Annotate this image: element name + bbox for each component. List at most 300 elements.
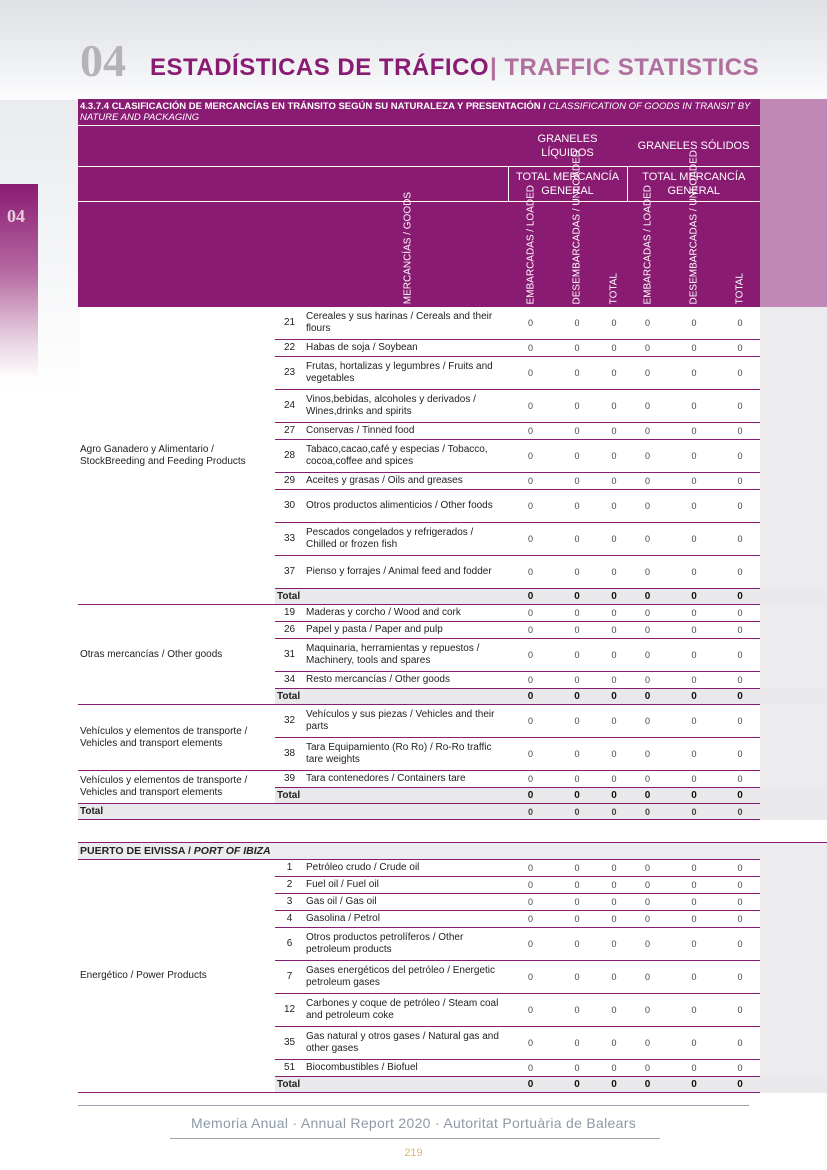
goods-description: Tara contenedores / Containers tare	[304, 771, 508, 788]
row-accent-cell	[760, 689, 827, 705]
row-accent-cell	[760, 490, 827, 523]
grand-total-liquid-loaded: 0	[508, 804, 553, 820]
value-liquid-total: 0	[601, 423, 627, 440]
column-label-liquid-total: TOTAL	[608, 272, 620, 304]
value-solid-total: 0	[720, 473, 760, 490]
goods-code: 37	[275, 556, 304, 589]
value-liquid-unloaded: 0	[553, 877, 601, 894]
value-liquid-unloaded: 0	[553, 705, 601, 738]
spacer-cell	[78, 820, 827, 843]
chapter-number: 04	[80, 35, 126, 86]
value-liquid-loaded: 0	[508, 523, 553, 556]
value-liquid-total: 0	[601, 639, 627, 672]
value-solid-total: 0	[720, 771, 760, 788]
goods-description: Petróleo crudo / Crude oil	[304, 860, 508, 877]
table-row	[78, 860, 827, 877]
value-liquid-unloaded: 0	[553, 423, 601, 440]
column-header-row	[78, 202, 827, 308]
section-total-label: Total	[275, 689, 508, 705]
value-liquid-unloaded: 0	[553, 622, 601, 639]
value-solid-unloaded: 0	[668, 994, 720, 1027]
total-solid-loaded: 0	[627, 689, 668, 705]
value-solid-total: 0	[720, 556, 760, 589]
goods-code: 34	[275, 672, 304, 689]
goods-code: 27	[275, 423, 304, 440]
row-accent-cell	[760, 705, 827, 738]
value-solid-unloaded: 0	[668, 738, 720, 771]
value-liquid-loaded: 0	[508, 994, 553, 1027]
category-label: Energético / Power Products	[78, 860, 275, 1093]
table-row	[78, 307, 827, 340]
value-liquid-total: 0	[601, 672, 627, 689]
value-liquid-unloaded: 0	[553, 771, 601, 788]
value-liquid-unloaded: 0	[553, 961, 601, 994]
chapter-side-tab	[0, 184, 38, 380]
value-solid-total: 0	[720, 490, 760, 523]
value-solid-total: 0	[720, 894, 760, 911]
column-label-solid-loaded: EMBARCADAS / LOADED	[642, 184, 653, 304]
goods-code: 29	[275, 473, 304, 490]
goods-description: Fuel oil / Fuel oil	[304, 877, 508, 894]
group-blank	[78, 126, 508, 167]
column-header-liquid-unloaded	[553, 149, 601, 308]
row-accent-cell	[760, 877, 827, 894]
column-label-liquid-loaded: EMBARCADAS / LOADED	[525, 184, 536, 304]
value-solid-total: 0	[720, 860, 760, 877]
value-liquid-loaded: 0	[508, 622, 553, 639]
row-accent-cell	[760, 523, 827, 556]
goods-description: Gas oil / Gas oil	[304, 894, 508, 911]
value-solid-total: 0	[720, 705, 760, 738]
value-liquid-unloaded: 0	[553, 860, 601, 877]
goods-code: 19	[275, 605, 304, 622]
value-solid-unloaded: 0	[668, 928, 720, 961]
value-solid-total: 0	[720, 622, 760, 639]
value-liquid-total: 0	[601, 894, 627, 911]
value-liquid-total: 0	[601, 911, 627, 928]
value-solid-unloaded: 0	[668, 1060, 720, 1077]
goods-description: Carbones y coque de petróleo / Steam coal and petroleum coke	[304, 994, 508, 1027]
value-liquid-loaded: 0	[508, 894, 553, 911]
value-liquid-total: 0	[601, 605, 627, 622]
column-goods-label: MERCANCÍAS / GOODS	[402, 191, 414, 304]
value-liquid-total: 0	[601, 490, 627, 523]
category-label: Vehículos y elementos de transporte / Vehicles and transport elements	[78, 771, 275, 804]
value-liquid-loaded: 0	[508, 877, 553, 894]
grand-total-label: Total	[78, 804, 508, 820]
value-solid-loaded: 0	[627, 1060, 668, 1077]
value-solid-total: 0	[720, 423, 760, 440]
group-solid-bulk: GRANELES SÓLIDOS	[627, 126, 760, 167]
table-row	[78, 771, 827, 788]
row-accent-cell	[760, 961, 827, 994]
goods-description: Gases energéticos del petróleo / Energetic petroleum gases	[304, 961, 508, 994]
total-solid-total: 0	[720, 589, 760, 605]
goods-description: Cereales y sus harinas / Cereals and their flours	[304, 307, 508, 340]
category-label: Vehículos y elementos de transporte / Vehicles and transport elements	[78, 705, 275, 771]
value-liquid-unloaded: 0	[553, 1027, 601, 1060]
value-liquid-loaded: 0	[508, 390, 553, 423]
row-accent-cell	[760, 423, 827, 440]
row-accent-cell	[760, 788, 827, 804]
statistics-table-container	[78, 99, 827, 1093]
value-liquid-total: 0	[601, 994, 627, 1027]
value-solid-unloaded: 0	[668, 423, 720, 440]
row-accent-cell	[760, 994, 827, 1027]
value-liquid-loaded: 0	[508, 928, 553, 961]
section-total-label: Total	[275, 1077, 508, 1093]
table-title-es: 4.3.7.4 CLASIFICACIÓN DE MERCANCÍAS EN TRÁNSITO SEGÚN SU NATURALEZA Y PRESENTACIÓN /	[80, 101, 546, 112]
value-liquid-unloaded: 0	[553, 605, 601, 622]
value-solid-total: 0	[720, 390, 760, 423]
value-liquid-total: 0	[601, 556, 627, 589]
row-accent-cell	[760, 843, 827, 860]
value-solid-total: 0	[720, 639, 760, 672]
value-solid-unloaded: 0	[668, 639, 720, 672]
value-solid-unloaded: 0	[668, 440, 720, 473]
value-solid-unloaded: 0	[668, 961, 720, 994]
row-accent-cell	[760, 1060, 827, 1077]
spacer-row	[78, 820, 827, 843]
total-solid-unloaded: 0	[668, 788, 720, 804]
goods-code: 3	[275, 894, 304, 911]
table-body	[78, 307, 827, 1093]
subgroup-solid-general: TOTAL MERCANCÍA GENERAL	[627, 167, 760, 202]
goods-code: 33	[275, 523, 304, 556]
value-liquid-total: 0	[601, 877, 627, 894]
total-solid-loaded: 0	[627, 1077, 668, 1093]
row-accent-cell	[760, 860, 827, 877]
row-accent-cell	[760, 911, 827, 928]
value-liquid-loaded: 0	[508, 340, 553, 357]
value-solid-total: 0	[720, 307, 760, 340]
value-liquid-loaded: 0	[508, 639, 553, 672]
value-liquid-loaded: 0	[508, 605, 553, 622]
value-solid-total: 0	[720, 1060, 760, 1077]
page-title-en	[490, 54, 759, 82]
group-liquid-bulk: GRANELES LÍQUIDOS	[508, 126, 627, 167]
goods-description: Maquinaria, herramientas y repuestos / Machinery, tools and spares	[304, 639, 508, 672]
value-solid-unloaded: 0	[668, 911, 720, 928]
column-header-liquid-loaded	[508, 184, 553, 308]
value-solid-loaded: 0	[627, 705, 668, 738]
value-liquid-loaded: 0	[508, 357, 553, 390]
value-solid-total: 0	[720, 994, 760, 1027]
total-liquid-total: 0	[601, 788, 627, 804]
value-liquid-loaded: 0	[508, 860, 553, 877]
value-solid-total: 0	[720, 605, 760, 622]
total-solid-loaded: 0	[627, 589, 668, 605]
total-liquid-unloaded: 0	[553, 1077, 601, 1093]
column-label-solid-unloaded: DESEMBARCADAS / UNLOADED	[688, 149, 700, 304]
value-liquid-loaded: 0	[508, 1027, 553, 1060]
row-accent-cell	[760, 440, 827, 473]
value-liquid-loaded: 0	[508, 307, 553, 340]
goods-code: 12	[275, 994, 304, 1027]
total-solid-total: 0	[720, 1077, 760, 1093]
footer-text: Memoria Anual · Annual Report 2020 · Autoritat Portuària de Balears	[190, 1115, 636, 1131]
goods-code: 24	[275, 390, 304, 423]
value-solid-loaded: 0	[627, 911, 668, 928]
grand-total-solid-unloaded: 0	[668, 804, 720, 820]
value-liquid-unloaded: 0	[553, 556, 601, 589]
total-liquid-total: 0	[601, 589, 627, 605]
goods-description: Tabaco,cacao,café y especias / Tobacco, cocoa,coffee and spices	[304, 440, 508, 473]
value-solid-total: 0	[720, 961, 760, 994]
goods-description: Gas natural y otros gases / Natural gas and other gases	[304, 1027, 508, 1060]
value-liquid-unloaded: 0	[553, 390, 601, 423]
value-liquid-loaded: 0	[508, 440, 553, 473]
value-solid-total: 0	[720, 1027, 760, 1060]
goods-description: Otros productos petrolíferos / Other petroleum products	[304, 928, 508, 961]
grand-total-liquid-unloaded: 0	[553, 804, 601, 820]
value-solid-unloaded: 0	[668, 894, 720, 911]
goods-code: 32	[275, 705, 304, 738]
row-accent-cell	[760, 556, 827, 589]
goods-code: 51	[275, 1060, 304, 1077]
row-accent-cell	[760, 928, 827, 961]
row-accent-cell	[760, 1027, 827, 1060]
value-solid-total: 0	[720, 523, 760, 556]
table-row	[78, 605, 827, 622]
goods-description: Vinos,bebidas, alcoholes y derivados / Wines,drinks and spirits	[304, 390, 508, 423]
row-accent-cell	[760, 390, 827, 423]
value-solid-loaded: 0	[627, 622, 668, 639]
page-number: 219	[404, 1147, 423, 1159]
value-solid-loaded: 0	[627, 961, 668, 994]
port-header	[78, 843, 760, 860]
value-liquid-loaded: 0	[508, 556, 553, 589]
value-solid-unloaded: 0	[668, 622, 720, 639]
value-solid-loaded: 0	[627, 771, 668, 788]
goods-description: Pienso y forrajes / Animal feed and fodder	[304, 556, 508, 589]
group-row	[78, 126, 827, 167]
value-liquid-total: 0	[601, 738, 627, 771]
value-liquid-unloaded: 0	[553, 1060, 601, 1077]
goods-code: 4	[275, 911, 304, 928]
value-liquid-unloaded: 0	[553, 894, 601, 911]
value-liquid-unloaded: 0	[553, 994, 601, 1027]
grand-total-solid-total: 0	[720, 804, 760, 820]
value-solid-loaded: 0	[627, 639, 668, 672]
goods-description: Conservas / Tinned food	[304, 423, 508, 440]
total-liquid-total: 0	[601, 689, 627, 705]
value-solid-unloaded: 0	[668, 390, 720, 423]
goods-code: 23	[275, 357, 304, 390]
value-solid-total: 0	[720, 738, 760, 771]
goods-code: 7	[275, 961, 304, 994]
page-title-es: ESTADÍSTICAS DE TRÁFICO	[150, 54, 490, 81]
value-solid-loaded: 0	[627, 877, 668, 894]
table-title	[78, 99, 760, 126]
value-liquid-loaded: 0	[508, 961, 553, 994]
value-liquid-unloaded: 0	[553, 672, 601, 689]
value-liquid-unloaded: 0	[553, 738, 601, 771]
header-accent-column	[760, 99, 827, 307]
row-accent-cell	[760, 804, 827, 820]
column-header-solid-loaded	[627, 184, 668, 308]
section-total-label: Total	[275, 589, 508, 605]
value-liquid-loaded: 0	[508, 911, 553, 928]
value-solid-unloaded: 0	[668, 490, 720, 523]
value-liquid-total: 0	[601, 1060, 627, 1077]
value-solid-total: 0	[720, 877, 760, 894]
total-solid-total: 0	[720, 689, 760, 705]
row-accent-cell	[760, 672, 827, 689]
total-liquid-unloaded: 0	[553, 788, 601, 804]
goods-code: 21	[275, 307, 304, 340]
value-solid-loaded: 0	[627, 1027, 668, 1060]
total-solid-unloaded: 0	[668, 1077, 720, 1093]
title-separator: |	[490, 54, 498, 81]
goods-description: Otros productos alimenticios / Other foods	[304, 490, 508, 523]
goods-code: 39	[275, 771, 304, 788]
value-solid-unloaded: 0	[668, 1027, 720, 1060]
goods-description: Papel y pasta / Paper and pulp	[304, 622, 508, 639]
value-liquid-unloaded: 0	[553, 490, 601, 523]
value-solid-unloaded: 0	[668, 523, 720, 556]
subgroup-liquid-general: TOTAL MERCANCÍA GENERAL	[508, 167, 627, 202]
value-liquid-total: 0	[601, 440, 627, 473]
total-liquid-total: 0	[601, 1077, 627, 1093]
value-liquid-loaded: 0	[508, 473, 553, 490]
goods-description: Pescados congelados y refrigerados / Chilled or frozen fish	[304, 523, 508, 556]
value-solid-loaded: 0	[627, 738, 668, 771]
goods-description: Tara Equipamiento (Ro Ro) / Ro-Ro traffic tare weights	[304, 738, 508, 771]
goods-code: 22	[275, 340, 304, 357]
value-liquid-total: 0	[601, 1027, 627, 1060]
value-solid-loaded: 0	[627, 672, 668, 689]
goods-description: Gasolina / Petrol	[304, 911, 508, 928]
value-liquid-unloaded: 0	[553, 639, 601, 672]
value-solid-total: 0	[720, 911, 760, 928]
row-accent-cell	[760, 340, 827, 357]
goods-code: 28	[275, 440, 304, 473]
value-solid-unloaded: 0	[668, 307, 720, 340]
category-label: Otras mercancías / Other goods	[78, 605, 275, 705]
column-label-solid-total: TOTAL	[734, 272, 746, 304]
row-accent-cell	[760, 771, 827, 788]
subgroup-blank	[78, 167, 508, 202]
value-solid-loaded: 0	[627, 928, 668, 961]
value-solid-loaded: 0	[627, 860, 668, 877]
goods-description: Habas de soja / Soybean	[304, 340, 508, 357]
value-liquid-total: 0	[601, 340, 627, 357]
total-solid-unloaded: 0	[668, 689, 720, 705]
category-label: Agro Ganadero y Alimentario / StockBreeding and Feeding Products	[78, 307, 275, 605]
value-solid-loaded: 0	[627, 994, 668, 1027]
value-liquid-unloaded: 0	[553, 473, 601, 490]
goods-code: 1	[275, 860, 304, 877]
value-liquid-total: 0	[601, 860, 627, 877]
value-solid-loaded: 0	[627, 390, 668, 423]
goods-code: 6	[275, 928, 304, 961]
row-accent-cell	[760, 357, 827, 390]
grand-total-solid-loaded: 0	[627, 804, 668, 820]
goods-code: 35	[275, 1027, 304, 1060]
total-solid-total: 0	[720, 788, 760, 804]
value-liquid-loaded: 0	[508, 1060, 553, 1077]
value-solid-loaded: 0	[627, 440, 668, 473]
row-accent-cell	[760, 1077, 827, 1093]
goods-description: Maderas y corcho / Wood and cork	[304, 605, 508, 622]
table-row	[78, 705, 827, 738]
value-solid-loaded: 0	[627, 523, 668, 556]
value-liquid-total: 0	[601, 307, 627, 340]
value-liquid-total: 0	[601, 705, 627, 738]
goods-code: 26	[275, 622, 304, 639]
column-label-liquid-unloaded: DESEMBARCADAS / UNLOADED	[571, 149, 583, 304]
value-liquid-loaded: 0	[508, 705, 553, 738]
value-solid-unloaded: 0	[668, 473, 720, 490]
goods-code: 2	[275, 877, 304, 894]
statistics-table	[78, 99, 827, 1093]
value-liquid-loaded: 0	[508, 738, 553, 771]
value-liquid-unloaded: 0	[553, 440, 601, 473]
value-liquid-unloaded: 0	[553, 340, 601, 357]
row-accent-cell	[760, 622, 827, 639]
grand-total-row	[78, 804, 827, 820]
goods-description: Aceites y grasas / Oils and greases	[304, 473, 508, 490]
value-solid-total: 0	[720, 928, 760, 961]
value-solid-loaded: 0	[627, 490, 668, 523]
row-accent-cell	[760, 605, 827, 622]
grand-total-liquid-total: 0	[601, 804, 627, 820]
table-head	[78, 99, 827, 307]
row-accent-cell	[760, 307, 827, 340]
goods-code: 31	[275, 639, 304, 672]
goods-code: 30	[275, 490, 304, 523]
title-row	[78, 99, 827, 126]
total-liquid-loaded: 0	[508, 689, 553, 705]
value-liquid-total: 0	[601, 390, 627, 423]
value-liquid-total: 0	[601, 473, 627, 490]
value-solid-total: 0	[720, 340, 760, 357]
total-liquid-unloaded: 0	[553, 689, 601, 705]
row-accent-cell	[760, 473, 827, 490]
value-solid-unloaded: 0	[668, 357, 720, 390]
value-liquid-unloaded: 0	[553, 523, 601, 556]
value-liquid-unloaded: 0	[553, 357, 601, 390]
value-solid-unloaded: 0	[668, 672, 720, 689]
title-en-text: TRAFFIC STATISTICS	[504, 54, 760, 81]
row-accent-cell	[760, 738, 827, 771]
total-solid-unloaded: 0	[668, 589, 720, 605]
total-liquid-loaded: 0	[508, 788, 553, 804]
total-solid-loaded: 0	[627, 788, 668, 804]
value-liquid-unloaded: 0	[553, 307, 601, 340]
subgroup-row	[78, 167, 827, 202]
section-total-label: Total	[275, 788, 508, 804]
value-liquid-total: 0	[601, 771, 627, 788]
value-solid-total: 0	[720, 672, 760, 689]
row-accent-cell	[760, 894, 827, 911]
table-title-en: CLASSIFICATION OF GOODS IN TRANSIT BY NATURE AND PACKAGING	[80, 101, 751, 123]
side-tab-label: 04	[7, 206, 25, 226]
value-solid-unloaded: 0	[668, 860, 720, 877]
goods-description: Frutas, hortalizas y legumbres / Fruits and vegetables	[304, 357, 508, 390]
goods-code: 38	[275, 738, 304, 771]
value-solid-unloaded: 0	[668, 877, 720, 894]
value-liquid-total: 0	[601, 961, 627, 994]
value-solid-loaded: 0	[627, 357, 668, 390]
value-liquid-loaded: 0	[508, 490, 553, 523]
value-solid-total: 0	[720, 440, 760, 473]
value-solid-total: 0	[720, 357, 760, 390]
port-header-row	[78, 843, 827, 860]
value-solid-loaded: 0	[627, 307, 668, 340]
footer-divider-short	[170, 1138, 660, 1139]
